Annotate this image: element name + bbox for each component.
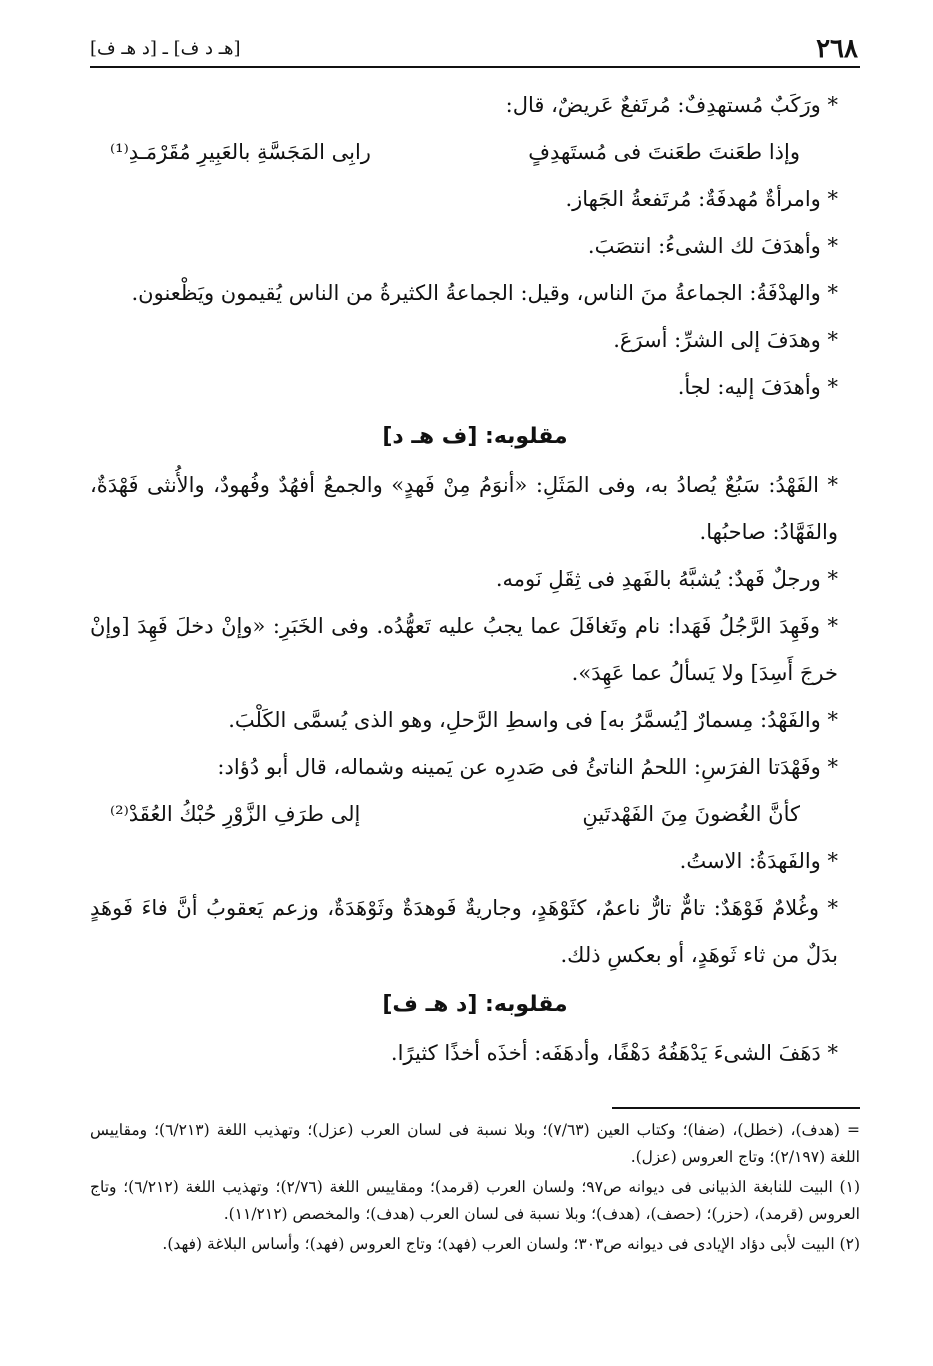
footnote: = (هدف)، (خطل)، (ضفا)؛ وكتاب العين (٧/٦٣)؛ وبلا نسبة فى لسان العرب (عزل)؛ وتهذيب اللغة (٦/٢١٣)؛ ومقاييس اللغة (٢/١٩٧)؛ وتاج العروس (عزل). bbox=[90, 1121, 860, 1166]
section-title: مقلوبه: [د هـ ف] bbox=[382, 992, 568, 1017]
entry-paragraph: * والفَهدَةُ: الاستُ. bbox=[679, 849, 838, 873]
verse-second-hemistich: إلى طرَفِ الزَّوْرِ حُبْكُ العُقَدْ⁽²⁾ bbox=[110, 802, 361, 826]
main-text bbox=[90, 82, 860, 1077]
section-title: مقلوبه: [ف هـ د] bbox=[382, 424, 568, 449]
entry-paragraph: * دَهَفَ الشىءَ يَدْهَفُهُ دَهْفًا، وأدهَفَه: أخذَه أخذًا كثيرًا. bbox=[390, 1041, 838, 1065]
book-page bbox=[90, 30, 860, 1261]
footnote-divider bbox=[612, 1107, 860, 1109]
page-header bbox=[90, 30, 860, 68]
footnotes bbox=[90, 1117, 860, 1258]
entry-paragraph: * وغُلامٌ فَوْهَدٌ: تامٌّ تارٌّ ناعمٌ، كثَوْهَدٍ، وجاريةٌ فَوهدَةٌ وثَوْهَدَةٌ، وزعم يَعقوبُ أنَّ فاءَ فَوهَدٍ بدَلٌ من ثاء ثَوهَدٍ، أو بعكسِ ذلك. bbox=[90, 896, 838, 967]
poetry-verse bbox=[90, 791, 860, 838]
entry-paragraph: * وفَهِدَ الرَّجُلُ فَهَدا: نام وتَغافَلَ عما يجبُ عليه تَعهُّدُه. وفى الخَبَرِ: «وإنْ دخلَ فَهِدَ [وإنْ خرجَ أَسِدَ] ولا يَسألُ عما عَهِدَ». bbox=[90, 614, 838, 685]
entry-paragraph: * وأهدَفَ إليه: لجأ. bbox=[677, 375, 838, 399]
footnote: (١) البيت للنابغة الذبيانى فى ديوانه ص٩٧؛ ولسان العرب (قرمد)؛ ومقاييس اللغة (٢/٧٦)؛ وتهذيب اللغة (٦/٢١٢)؛ وتاج العروس (قرمد)، (حزر)؛ (حصف)، (هدف)؛ وبلا نسبة فى لسان العرب (هدف)؛ والمخصص (١١/٢١٢). bbox=[90, 1178, 860, 1223]
verse-second-hemistich: رابِى المَجَسَّةِ بالعَبِيرِ مُقَرْمَـدِ⁽¹⁾ bbox=[110, 140, 371, 164]
entry-paragraph: * الفَهْدُ: سَبُعٌ يُصادُ به، وفى المَثَلِ: «أنوَمُ مِنْ فَهدٍ» والجمعُ أفهُدٌ وفُهودٌ، والأُنثى فَهْدَةٌ، والفَهَّادُ: صاحبُها. bbox=[90, 473, 838, 544]
entry-paragraph: * ورجلٌ فَهدٌ: يُشبَّهُ بالفَهدِ فى ثِقَلِ نَومه. bbox=[495, 567, 838, 591]
poetry-verse bbox=[90, 129, 860, 176]
running-head: [هـ د ف] ـ [د هـ ف] bbox=[90, 38, 241, 59]
entry-paragraph: * وامرأةٌ مُهدفَةٌ: مُرتَفعةُ الجَهاز. bbox=[565, 187, 838, 211]
entry-paragraph: * ورَكَبٌ مُستهدِفٌ: مُرتَفعٌ عَريضٌ، قال: bbox=[505, 93, 838, 117]
verse-first-hemistich: وإذا طعَنتَ طعَنتَ فى مُستَهدِفٍ bbox=[528, 140, 800, 164]
entry-paragraph: * وأهدَفَ لك الشىءُ: انتصَبَ. bbox=[587, 234, 838, 258]
entry-paragraph: * والهدْفَةُ: الجماعةُ منَ الناس، وقيل: الجماعةُ الكثيرةُ من الناس يُقيمون ويَظْعنون. bbox=[131, 281, 838, 305]
entry-paragraph: * وهدَفَ إلى الشرِّ: أسرَعَ. bbox=[613, 328, 838, 352]
entry-paragraph: * والفَهْدُ: مِسمارٌ [يُسمَّرُ به] فى واسطِ الرَّحلِ، وهو الذى يُسمَّى الكَلْبَ. bbox=[228, 708, 838, 732]
page-number: ٢٦٨ bbox=[816, 34, 858, 64]
entry-paragraph: * وفَهْدَتا الفرَسِ: اللحمُ الناتئُ فى صَدرِه عن يَمينه وشماله، قال أبو دُؤاد: bbox=[217, 755, 838, 779]
footnote: (٢) البيت لأبى دؤاد الإيادى فى ديوانه ص٣٠٣؛ ولسان العرب (فهد)؛ وتاج العروس (فهد)؛ وأساس البلاغة (فهد). bbox=[162, 1235, 860, 1253]
verse-first-hemistich: كأنَّ الغُضونَ مِنَ الفَهْدتَينِ bbox=[582, 802, 800, 826]
